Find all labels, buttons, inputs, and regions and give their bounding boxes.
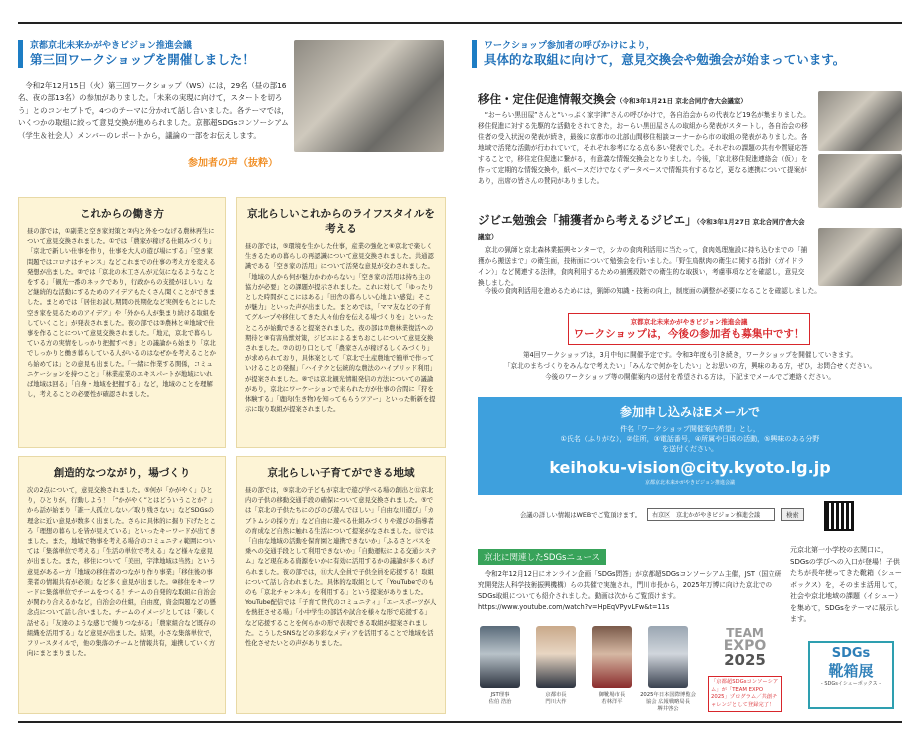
section-migration [478, 91, 810, 187]
person-name: 堺井啓公 [657, 706, 679, 712]
voice-card-childcare [236, 456, 446, 714]
gibier-body-2: 今後の食肉利活用を進めるためには，猟師の知識・技術の向上，制度面の調整が必要になることを確認しました。 [484, 287, 821, 295]
voice-card-connection [18, 456, 226, 714]
expo-caption: 「京都超SDGsコンソーシアム」が「TEAM EXPO 2025」プログラム／共創チャレンジとして登録完了！ [708, 676, 782, 712]
recruit-box [568, 313, 810, 345]
voice-card-work [18, 197, 226, 448]
voice-title: これからの働き方 [80, 208, 164, 220]
person-role: 2025年日本国際博覧会協会 広報戦略局長 [640, 692, 696, 705]
shoebox-text: 元京北第一小学校の玄関口に，SDGsの学びへの入口が登場！子供たちが長年使ってきた靴箱（シューボックス）を，そのまま活用して，社会や京北地域の課題（イシュー）を集めて，SDGsをテーマに展示します。 [790, 546, 902, 623]
top-rule [18, 22, 902, 24]
recruit-body-3: 今後のワークショップ等の開催案内の送付を希望される方は，下記までメールでご連絡ください。 [545, 373, 835, 381]
recruit-body-1: 第4回ワークショップは，3月中旬に開催予定です。令和3年度も引き続き，ワークショップを開催していきます。 [522, 351, 858, 359]
email-address-link[interactable]: keihoku-vision@city.kyoto.lg.jp [549, 458, 831, 477]
migration-title-text: 移住・定住促進情報交換会 [478, 92, 616, 106]
left-kicker: 京都京北未来かがやきビジョン推進会議 [30, 41, 192, 51]
person-photo-jst [480, 626, 520, 688]
gibier-note: （令和3年1月27日 京北合同庁舎大会議室） [478, 218, 805, 241]
email-line-3: を送付ください。 [662, 445, 718, 453]
sdgs-logo-line-1: SDGs [831, 646, 871, 661]
voice-title: 京北らしいこれからのライフスタイルを考える [247, 208, 435, 235]
expo-word: EXPO [723, 638, 767, 654]
expo-year: 2025 [724, 651, 766, 669]
person-role: JST理事 [490, 692, 510, 698]
person-caption [640, 692, 696, 713]
person-caption [472, 692, 528, 706]
gibier-title-text: ジビエ勉強会「捕獲者から考えるジビエ」 [478, 213, 697, 227]
right-kicker: ワークショップ参加者の呼びかけにより， [484, 41, 655, 51]
person-photo-mayor [536, 626, 576, 688]
sdgs-logo-line-3: - SDGsイシューボックス - [820, 681, 882, 687]
sdgs-logo-line-2: 靴箱展 [828, 662, 874, 680]
person-caption [528, 692, 584, 706]
news-section [478, 545, 782, 613]
recruit-body-2: 「京北のまちづくりをみんなで考えたい」「みんなで何かをしたい」とお思いの方，興味のある方，ぜひ，お問合せください。 [503, 362, 877, 370]
web-note: 会議の詳しい情報はWEBでご覧頂けます。 [520, 511, 642, 519]
voice-title: 京北らしい子育てができる地域 [267, 467, 415, 479]
email-banner [478, 397, 902, 495]
people-row [478, 626, 708, 722]
gibier-body: 京北の猟師と京北森林業振興センターで，シカの食肉利活用に当たって，食肉処理施設に持ち込むまでの「捕獲から搬送まで」の衛生面，技術面について勉強会を行いました。「野生鳥獣肉の衛生に関する指針（ガイドライン）」など関連する法律，食肉利用するための捕獲段階での衛生的な取扱い，考慮事項などを確認し，意見交換しました。 [478, 246, 808, 287]
person-role: 京都市長 [545, 692, 567, 698]
email-org: 京都京北未来かがやきビジョン推進会議 [645, 480, 735, 486]
voice-body: 次の2点について，意見交換されました。⑤何が「かがやく」ひとり，ひとりが，行動しよう！「“かがやく”とはどういうことか？」から話が始まり「誰一人孤立しない／取り残さない」などSDGsの理念に近い意見が数多く出ました。さらに具体的に掘り下げたところ「理想の暮らしを皆が見えている」といったキーワードが出てきました。また，地域で物事を考える場合のコミュニティ範囲については「集落単位で考える」「生活の単位で考える」など様々な意見が出ました。また，移住について「美田，宇津地域は当然」という意見があるー方「地域の移住者のつながり作り事業」「移住後の事業者の情報共有が必須」など多く意見が出ました。⑩移住をキーワードに集落単位でチームをつくる！チームの自発的な取組に自治会が関わり合えるかなど，自治会の仕組，自由度，資金問題などの懸念点について話し合いました。チームのイメージとしては「楽しく話せる」「友達のような感じで繰りつながる」「農家組合など既存の組織を活用する」など意見が出ました。結果，小さな集落単位で，フリースタイルで，他の集落のチームと情報共有，連携していく方向にまとまりました。 [27, 487, 217, 658]
migration-title [478, 91, 810, 107]
voice-body: 昼の部では，⑤環境を生かした仕事，産業の強化と⑥京北で楽しく生きるための暮らしの再認識について意見交換されました。共通認識である「空き家の活用」について活発な意見が交わされました。「地域の人から何が魅力かわからない」「空き家の活用は持ち主の協力が必要」との課題が提示されました。これに対して「ゆったりとした時間がここにはある」「田舎の暮らしい心地よい感覚」そこが魅力」といった声が出ました。まとめでは，「ママ友などの子育てグループや移住してきた人々仙台を伝える場づくりを」といったところが始動できると提案されました。夜の部は⑦農林業復活への期待と⑧有害鳥獣対策，ジビエによるまちおこしについて意見交換されました。⑦の切り口として「農家さんが稼げるしくみづくり」が求められており，具体案として「京北で土産農地で簡単で作っていけることの発掘」「ハイテクと伝統的な農法のハイブリッド利用」が提案されました。⑧では京北観光情報発信の方法についての議論があり，京北にワーケーションで来られた方が仕事の合間に「狩を体験する」「鹿肉(生き物)を知ってもらうツアー」といった斬新を提示に取り取組が提案されました。 [245, 243, 437, 414]
person-name: 佐伯 浩治 [488, 699, 512, 705]
web-search-row [520, 507, 804, 521]
person-photo-expo [648, 626, 688, 688]
migration-photo-1 [818, 91, 902, 151]
left-intro: 令和2年12月15日（火）第三回ワークショップ（WS）には，29名（昼の部16名、夜の部13名）の参加がありました。「未来の実現に向けて，スタートを切ろう」とのコンセプトで，4つのテーマに分かれて話し合いました。各テーマでは，いくつかの取組に絞って意見交換が進められました。京都超SDGsコンソーシアム（学生＆社会人）メンバーのレポートから，議論の一部をお伝えします。 [18, 81, 289, 140]
news-body: 令和2年12月12日にオンライン企画「SDGs問答」が京都超SDGsコンソーシアム主催，JST（国立研究開発法人科学技術振興機構）らの共催で実施され，門川市長から，2025年万博に向けた京北でのSDGs取組についても紹介されました。動画は次からご覧頂けます。https://www.youtube.com/watch?v=HpEqVPyvLFw&t=11s [478, 570, 782, 611]
recruit-text [478, 350, 902, 383]
person-caption [584, 692, 640, 706]
voice-body: 昼の部では，①副業と空き家対策と②内と外をつなげる農林再生について意見交換されました。①では「農家が稼げる仕組みづくり」「京北で新しい仕事を作り，仕事を大人の遊び場にする」「空き家問題ではコロナはチャンス」などこれまでの仕事の考え方を変える発想が出ました。②では「京北の木工さんが元気になるようなことをする」「観光一番のネックであり，行政からの支援がほしい」など継続的な活動にするためのアイデアもたくさん聞くことができました。まとめでは「居住お試し期間の長期化など実例をもとにした空き家を見るためのアイデア」や「外から人が集まり続ける取組をしていくこと」が発表されました。夜の部では③農林と④地域で仕事を作ることについて意見交換されました。「地元，京北で暮らしている方の実情をしっかり把握すべき」との議論から始まり「京北でしっかりと働き暮らしている人がいるのはなぜかを考えることから始めては」との意見も出ました。「一緒に作業する関係，コミュニケーションを持つこと」「林業産業のエキスパートが地域にいれば地域は回る」「自身・地域を把握する」など，地域のことを理解し，考えることの必要性が確認されました。 [27, 228, 216, 399]
gibier-photo [818, 228, 902, 286]
team-expo-logo [712, 627, 778, 668]
sdgs-shoebox-logo [808, 641, 894, 709]
email-line-2: ①氏名（ふりがな），②住所，③電話番号，④所属や日頃の活動，⑤興味のある分野 [560, 435, 820, 443]
voices-title: 参加者の声（抜粋） [188, 158, 278, 170]
voice-body: 昼の部では，⑤京北の子どもが京北で遊び学べる場の創出と⑫京北内の子供の移動交通手段の確保について意見交換されました。⑤では「京北の子供たちにのびのび遊んでほしい」「自由な川遊び」「カブトムシの採り方」など自由に遊べる仕組みづくりや遊びの指導者の育成など自然に触れる生活について提案がなされました。⑫では「自由な地域の活動を保育園と連携できないか」「ふるさとバスを乗への交通手段として利用できないか」「自動運転による交通システム」など現在ある資源をいかに有効に活用するかの議論が多くあげられました。夜の部では，⑪大人全員で子供全員を応援する！取組について話し合われました。具体的な取組として「YouTubeでのものも「京北チャンネル」を利用する」という提案がありました。YouTube配信では「子育て世代のコミュニティ」「エースポーツが人を熱狂させる場」「小中学生の部活や試合を様々な形で応援する」など応援することを何らかの形で表現できる取組が提案されました。こうしたSNSなどの多彩なメディアを活用することで地域を活性化させたいとの声がありました。 [245, 487, 437, 648]
left-title: 第三回ワークショップを開催しました！ [30, 52, 255, 67]
voice-card-lifestyle [236, 197, 446, 448]
section-gibier [478, 212, 810, 289]
migration-body: “おーらい黒田屋”さんと“いっぷく家宇津”さんの呼びかけで，各自治会からの代表など19名が集まりました。移住促進に対する先駆的な活動をされてきた，おーらい黒田屋さんの取組から発表がスタートし，各自治会の移住者の受入状況の発表が続き，最後に京都市の北部山間移住相談コーナーから市の取組の発表がありました。各地域で活発な活動が行われていて，それぞれ参考になる点も多い発表でした。それぞれの課題の共有や質疑応答することで，移住定住促進に繋がる，有意義な情報交換会となりました。今後，「京北移住促進連絡会（仮）」を作って定期的な情報交換や，紙ベースだけでなくデータベースで情報共有するなど，更なる連携について提案があり，出席の皆さんの賛同がありました。 [478, 111, 810, 185]
expo-team: TEAM [726, 626, 764, 640]
person-photo-city [592, 626, 632, 688]
left-heading [18, 40, 290, 68]
qr-code-icon [826, 503, 852, 529]
email-heading: 参加申し込みはEメールで [620, 405, 760, 419]
search-box[interactable]: 右京区 京北かがやきビジョン推進会議 [647, 508, 775, 521]
migration-note: （令和3年1月21日 京北合同庁舎大会議室） [616, 97, 747, 105]
workshop-photo [294, 40, 444, 152]
person-name: 門川大作 [545, 699, 567, 705]
gibier-title [478, 212, 810, 242]
voice-title: 創造的なつながり，場づくり [53, 467, 191, 479]
migration-photo-2 [818, 154, 902, 208]
bottom-rule [18, 721, 902, 723]
person-role: 御靴場市長 [598, 692, 626, 698]
person-name: 若林洋平 [601, 699, 623, 705]
recruit-title: ワークショップは，今後の参加者も募集中です！ [573, 328, 805, 340]
recruit-kicker: 京都京北未来かがやきビジョン推進会議 [630, 318, 748, 326]
right-column [472, 40, 902, 68]
right-title: 具体的な取組に向けて，意見交換会や勉強会が始まっています。 [484, 52, 846, 67]
email-line-1: 件名「ワークショップ開催案内希望」とし， [620, 425, 760, 433]
news-tag: 京北に関連したSDGsニュース [478, 549, 606, 565]
search-button[interactable]: 検索 [781, 508, 804, 521]
right-heading [472, 40, 902, 68]
left-column [18, 40, 448, 173]
